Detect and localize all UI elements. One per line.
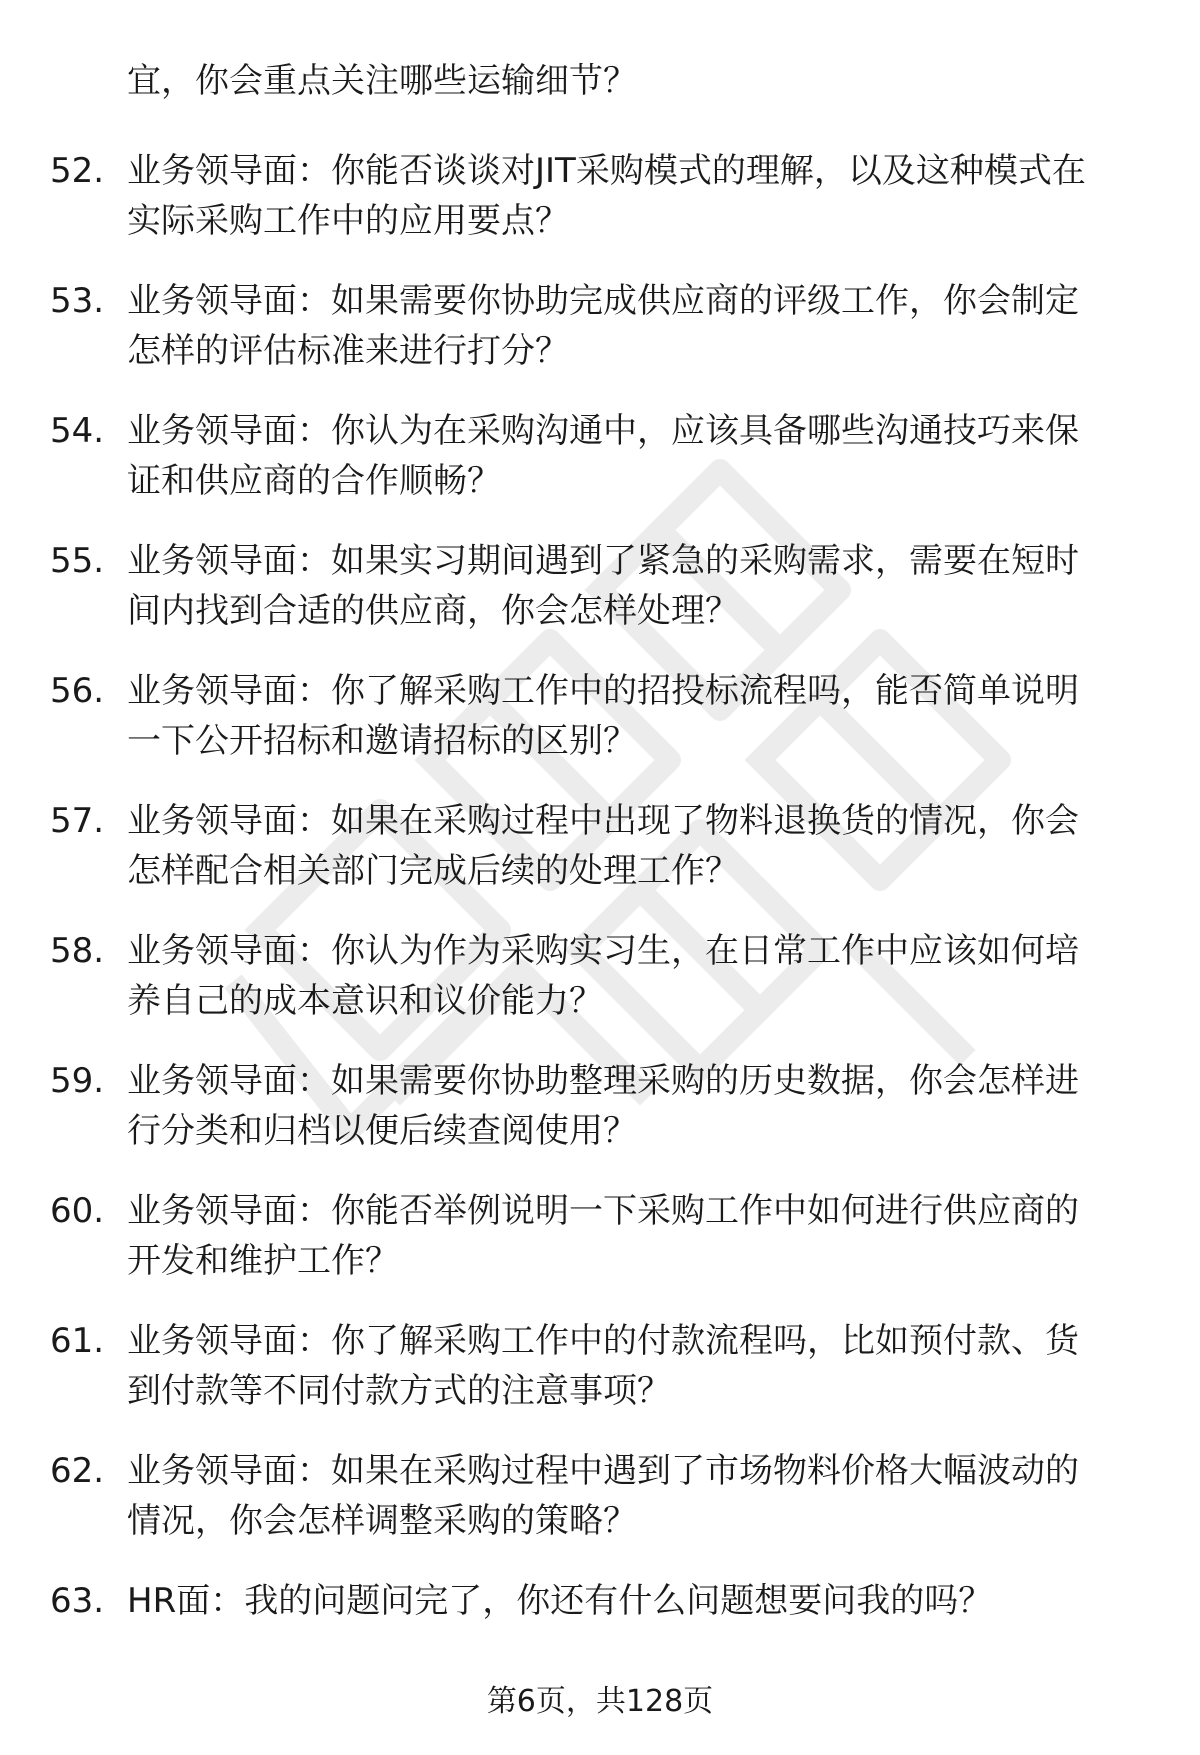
- question-item-58: [0, 926, 1200, 1056]
- question-text-line-2: 证和供应商的合作顺畅？: [127, 461, 501, 501]
- question-text-line-1: 业务领导面：如果需要你协助整理采购的历史数据，你会怎样进: [127, 1061, 1079, 1101]
- question-item-62: [0, 1446, 1200, 1576]
- question-text-line-1: 业务领导面：如果在采购过程中遇到了市场物料价格大幅波动的: [127, 1451, 1079, 1491]
- question-text-line-1: 业务领导面：你了解采购工作中的付款流程吗，比如预付款、货: [127, 1321, 1079, 1361]
- question-text-line-1: 业务领导面：如果实习期间遇到了紧急的采购需求，需要在短时: [127, 541, 1079, 581]
- question-number: 60.: [50, 1191, 105, 1231]
- question-item-57: [0, 796, 1200, 926]
- question-text-line-1: HR面：我的问题问完了，你还有什么问题想要问我的吗？: [127, 1581, 993, 1621]
- question-text-line-1: 业务领导面：你能否谈谈对JIT采购模式的理解，以及这种模式在: [127, 151, 1086, 191]
- question-number: 62.: [50, 1451, 105, 1491]
- question-item-56: [0, 666, 1200, 796]
- question-number: 61.: [50, 1321, 105, 1361]
- question-text-line-2: 到付款等不同付款方式的注意事项？: [127, 1371, 671, 1411]
- question-number: 55.: [50, 541, 105, 581]
- question-text-line-1: 业务领导面：如果需要你协助完成供应商的评级工作，你会制定: [127, 281, 1079, 321]
- question-number: 57.: [50, 801, 105, 841]
- question-number: 53.: [50, 281, 105, 321]
- question-text-line-1: 业务领导面：你了解采购工作中的招投标流程吗，能否简单说明: [127, 671, 1079, 711]
- question-item-52: [0, 146, 1200, 276]
- question-text-line-2: 行分类和归档以便后续查阅使用？: [127, 1111, 637, 1151]
- question-list: [0, 146, 1200, 1706]
- question-number: 58.: [50, 931, 105, 971]
- question-text-line-1: 业务领导面：如果在采购过程中出现了物料退换货的情况，你会: [127, 801, 1079, 841]
- question-text-line-1: 业务领导面：你认为在采购沟通中，应该具备哪些沟通技巧来保: [127, 411, 1079, 451]
- question-item-61: [0, 1316, 1200, 1446]
- question-number: 59.: [50, 1061, 105, 1101]
- question-text-line-1: 业务领导面：你认为作为采购实习生，在日常工作中应该如何培: [127, 931, 1079, 971]
- question-text-line-2: 一下公开招标和邀请招标的区别？: [127, 721, 637, 761]
- question-item-53: [0, 276, 1200, 406]
- question-text-line-2: 间内找到合适的供应商，你会怎样处理？: [127, 591, 739, 631]
- question-text-line-2: 怎样的评估标准来进行打分？: [127, 331, 569, 371]
- question-item-55: [0, 536, 1200, 666]
- question-number: 63.: [50, 1581, 105, 1621]
- question-item-59: [0, 1056, 1200, 1186]
- question-item-54: [0, 406, 1200, 536]
- question-text-line-2: 怎样配合相关部门完成后续的处理工作？: [127, 851, 739, 891]
- question-item-60: [0, 1186, 1200, 1316]
- question-text-line-2: 养自己的成本意识和议价能力？: [127, 981, 603, 1021]
- question-number: 54.: [50, 411, 105, 451]
- question-text-line-2: 开发和维护工作？: [127, 1241, 399, 1281]
- question-number: 56.: [50, 671, 105, 711]
- question-text-line-1: 业务领导面：你能否举例说明一下采购工作中如何进行供应商的: [127, 1191, 1079, 1231]
- continuation-text: 宜，你会重点关注哪些运输细节？: [127, 61, 637, 101]
- page-footer: 第6页，共128页: [486, 1684, 714, 1719]
- question-number: 52.: [50, 151, 105, 191]
- question-text-line-2: 实际采购工作中的应用要点？: [127, 201, 569, 241]
- question-text-line-2: 情况，你会怎样调整采购的策略？: [127, 1501, 637, 1541]
